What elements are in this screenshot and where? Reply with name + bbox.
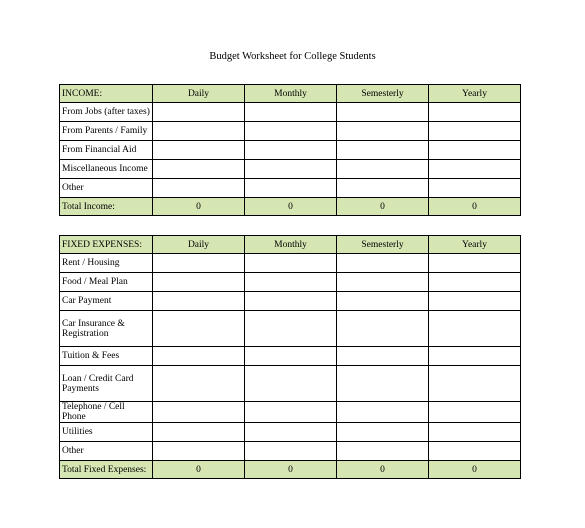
table-cell[interactable] [337, 423, 429, 442]
row-label[interactable]: Miscellaneous Income [60, 160, 153, 179]
row-label[interactable]: Car Insurance & Registration [60, 311, 153, 347]
total-income-semesterly[interactable]: 0 [337, 198, 429, 216]
table-cell[interactable] [245, 366, 337, 402]
table-row [60, 423, 521, 442]
row-label[interactable]: From Financial Aid [60, 141, 153, 160]
table-cell[interactable] [245, 292, 337, 311]
table-row [60, 442, 521, 461]
table-cell[interactable] [429, 160, 521, 179]
total-income-label[interactable]: Total Income: [60, 198, 153, 216]
table-cell[interactable] [337, 402, 429, 423]
total-expenses-yearly[interactable]: 0 [429, 461, 521, 479]
table-cell[interactable] [245, 179, 337, 198]
total-expenses-daily[interactable]: 0 [153, 461, 245, 479]
table-cell[interactable] [429, 402, 521, 423]
total-income-monthly[interactable]: 0 [245, 198, 337, 216]
income-total-row [60, 198, 521, 216]
table-cell[interactable] [429, 311, 521, 347]
worksheet-title: Budget Worksheet for College Students [209, 51, 376, 62]
table-cell[interactable] [245, 254, 337, 273]
table-cell[interactable] [153, 122, 245, 141]
table-cell[interactable] [429, 141, 521, 160]
table-row [60, 122, 521, 141]
column-header-monthly[interactable]: Monthly [245, 236, 337, 254]
table-cell[interactable] [153, 160, 245, 179]
table-cell[interactable] [429, 423, 521, 442]
table-cell[interactable] [337, 311, 429, 347]
table-cell[interactable] [245, 402, 337, 423]
table-cell[interactable] [245, 347, 337, 366]
income-table [59, 84, 521, 216]
table-cell[interactable] [153, 292, 245, 311]
table-cell[interactable] [429, 103, 521, 122]
column-header-yearly[interactable]: Yearly [429, 236, 521, 254]
row-label[interactable]: Tuition & Fees [60, 347, 153, 366]
table-cell[interactable] [337, 273, 429, 292]
table-cell[interactable] [337, 179, 429, 198]
row-label[interactable]: From Jobs (after taxes) [60, 103, 153, 122]
table-cell[interactable] [429, 254, 521, 273]
total-income-daily[interactable]: 0 [153, 198, 245, 216]
row-label[interactable]: Utilities [60, 423, 153, 442]
column-header-semesterly[interactable]: Semesterly [337, 236, 429, 254]
table-row [60, 141, 521, 160]
column-header-monthly[interactable]: Monthly [245, 85, 337, 103]
table-cell[interactable] [245, 273, 337, 292]
table-cell[interactable] [429, 292, 521, 311]
table-row [60, 347, 521, 366]
table-cell[interactable] [429, 442, 521, 461]
row-label[interactable]: Loan / Credit Card Payments [60, 366, 153, 402]
row-label[interactable]: Car Payment [60, 292, 153, 311]
income-header-row [60, 85, 521, 103]
table-cell[interactable] [245, 160, 337, 179]
table-row [60, 273, 521, 292]
table-cell[interactable] [245, 122, 337, 141]
income-header-label[interactable]: INCOME: [60, 85, 153, 103]
total-expenses-semesterly[interactable]: 0 [337, 461, 429, 479]
table-cell[interactable] [337, 141, 429, 160]
table-row [60, 179, 521, 198]
column-header-daily[interactable]: Daily [153, 85, 245, 103]
total-income-yearly[interactable]: 0 [429, 198, 521, 216]
row-label[interactable]: From Parents / Family [60, 122, 153, 141]
table-cell[interactable] [153, 423, 245, 442]
table-row [60, 254, 521, 273]
table-row [60, 311, 521, 347]
total-expenses-label[interactable]: Total Fixed Expenses: [60, 461, 153, 479]
table-cell[interactable] [429, 122, 521, 141]
row-label[interactable]: Telephone / Cell Phone [60, 402, 153, 423]
row-label[interactable]: Other [60, 179, 153, 198]
table-cell[interactable] [245, 442, 337, 461]
table-cell[interactable] [337, 122, 429, 141]
table-row [60, 103, 521, 122]
row-label[interactable]: Rent / Housing [60, 254, 153, 273]
table-cell[interactable] [337, 160, 429, 179]
table-cell[interactable] [337, 442, 429, 461]
expenses-total-row [60, 461, 521, 479]
table-cell[interactable] [153, 366, 245, 402]
table-cell[interactable] [153, 347, 245, 366]
expenses-header-label[interactable]: FIXED EXPENSES: [60, 236, 153, 254]
expenses-header-row [60, 236, 521, 254]
table-cell[interactable] [245, 311, 337, 347]
table-cell[interactable] [153, 179, 245, 198]
table-cell[interactable] [153, 103, 245, 122]
table-cell[interactable] [337, 254, 429, 273]
column-header-daily[interactable]: Daily [153, 236, 245, 254]
table-cell[interactable] [337, 347, 429, 366]
table-row [60, 292, 521, 311]
table-cell[interactable] [245, 423, 337, 442]
row-label[interactable]: Other [60, 442, 153, 461]
column-header-semesterly[interactable]: Semesterly [337, 85, 429, 103]
table-cell[interactable] [429, 273, 521, 292]
table-cell[interactable] [429, 179, 521, 198]
table-row [60, 402, 521, 423]
table-cell[interactable] [245, 103, 337, 122]
table-cell[interactable] [337, 103, 429, 122]
table-cell[interactable] [429, 366, 521, 402]
table-cell[interactable] [429, 347, 521, 366]
table-cell[interactable] [337, 366, 429, 402]
table-cell[interactable] [153, 254, 245, 273]
total-expenses-monthly[interactable]: 0 [245, 461, 337, 479]
table-cell[interactable] [153, 402, 245, 423]
table-cell[interactable] [153, 311, 245, 347]
table-cell[interactable] [153, 141, 245, 160]
table-cell[interactable] [245, 141, 337, 160]
fixed-expenses-table [59, 235, 521, 479]
table-cell[interactable] [153, 273, 245, 292]
row-label[interactable]: Food / Meal Plan [60, 273, 153, 292]
table-cell[interactable] [153, 442, 245, 461]
column-header-yearly[interactable]: Yearly [429, 85, 521, 103]
table-row [60, 366, 521, 402]
table-row [60, 160, 521, 179]
table-cell[interactable] [337, 292, 429, 311]
